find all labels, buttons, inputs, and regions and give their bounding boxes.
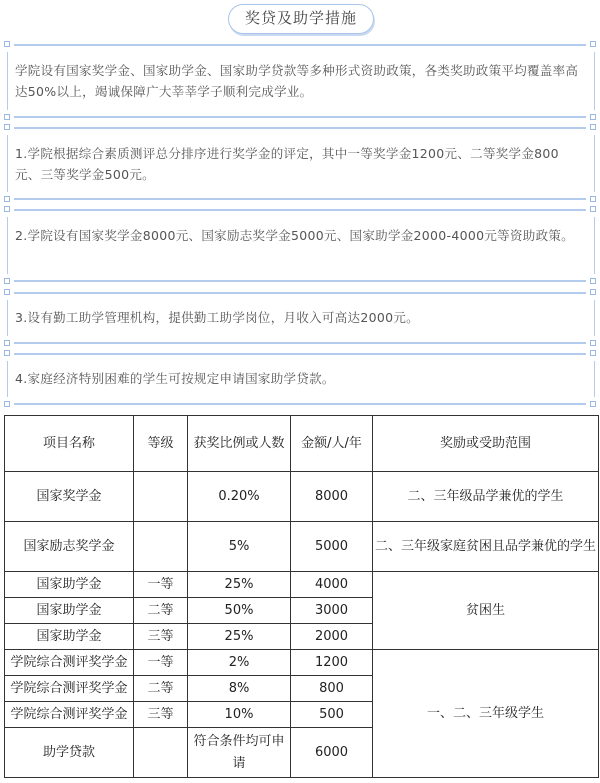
divider xyxy=(7,135,8,192)
header-cell: 等级 xyxy=(134,416,188,472)
corner-handle-icon xyxy=(590,206,596,212)
name-cell: 学院综合测评奖学金 xyxy=(5,676,134,702)
name-cell: 国家助学金 xyxy=(5,572,134,598)
amount-cell: 500 xyxy=(291,702,373,728)
ratio-cell: 10% xyxy=(188,702,291,728)
policy-text: 3.设有勤工助学管理机构，提供勤工助学岗位，月收入可高达2000元。 xyxy=(15,310,419,325)
policy-text: 学院设有国家奖学金、国家助学金、国家助学贷款等多种形式资助政策，各类奖助政策平均覆盖率高达50%以上，竭诚保障广大莘莘学子顺利完成学业。 xyxy=(15,63,579,99)
policy-box xyxy=(4,353,596,405)
divider xyxy=(14,403,586,405)
amount-cell: 800 xyxy=(291,676,373,702)
level-cell xyxy=(134,472,188,522)
ratio-cell: 符合条件均可申请 xyxy=(188,728,291,778)
amount-cell: 1200 xyxy=(291,650,373,676)
ratio-cell: 50% xyxy=(188,598,291,624)
divider xyxy=(14,116,586,118)
level-cell xyxy=(134,522,188,572)
divider xyxy=(14,198,586,200)
ratio-cell: 0.20% xyxy=(188,472,291,522)
section-title: 奖贷及助学措施 xyxy=(228,4,374,34)
divider xyxy=(7,361,8,397)
divider xyxy=(14,44,586,46)
policy-box xyxy=(4,44,596,118)
level-cell xyxy=(134,728,188,778)
divider xyxy=(14,353,586,355)
table-row xyxy=(5,572,599,598)
corner-handle-icon xyxy=(4,340,10,346)
amount-cell: 4000 xyxy=(291,572,373,598)
amount-cell: 2000 xyxy=(291,624,373,650)
corner-handle-icon xyxy=(4,41,10,47)
divider xyxy=(14,292,586,294)
amount-cell: 5000 xyxy=(291,522,373,572)
name-cell: 国家励志奖学金 xyxy=(5,522,134,572)
divider xyxy=(14,209,586,211)
corner-handle-icon xyxy=(4,124,10,130)
scope-cell: 一、二、三年级学生 xyxy=(373,650,599,778)
table-row xyxy=(5,472,599,522)
level-cell: 一等 xyxy=(134,650,188,676)
table-row xyxy=(5,522,599,572)
level-cell: 二等 xyxy=(134,676,188,702)
header-cell: 获奖比例或人数 xyxy=(188,416,291,472)
ratio-cell: 25% xyxy=(188,572,291,598)
policy-box xyxy=(4,209,596,282)
amount-cell: 8000 xyxy=(291,472,373,522)
level-cell: 三等 xyxy=(134,624,188,650)
table-header-row xyxy=(5,416,599,472)
scope-cell: 贫困生 xyxy=(373,572,599,650)
name-cell: 助学贷款 xyxy=(5,728,134,778)
divider xyxy=(14,127,586,129)
scope-cell: 二、三年级品学兼优的学生 xyxy=(373,472,599,522)
corner-handle-icon xyxy=(590,124,596,130)
corner-handle-icon xyxy=(590,340,596,346)
corner-handle-icon xyxy=(590,196,596,202)
policy-text: 2.学院设有国家奖学金8000元、国家励志奖学金5000元、国家助学金2000-4000元等资助政策。 xyxy=(15,228,574,243)
amount-cell: 3000 xyxy=(291,598,373,624)
corner-handle-icon xyxy=(4,289,10,295)
corner-handle-icon xyxy=(4,350,10,356)
corner-handle-icon xyxy=(590,401,596,407)
ratio-cell: 5% xyxy=(188,522,291,572)
amount-cell: 6000 xyxy=(291,728,373,778)
policy-box xyxy=(4,127,596,200)
divider xyxy=(14,280,586,282)
policy-text: 4.家庭经济特别困难的学生可按规定申请国家助学贷款。 xyxy=(15,371,335,386)
divider xyxy=(594,217,595,274)
header-cell: 项目名称 xyxy=(5,416,134,472)
divider xyxy=(14,342,586,344)
divider xyxy=(7,300,8,336)
level-cell: 三等 xyxy=(134,702,188,728)
ratio-cell: 25% xyxy=(188,624,291,650)
level-cell: 一等 xyxy=(134,572,188,598)
divider xyxy=(594,361,595,397)
divider xyxy=(594,300,595,336)
corner-handle-icon xyxy=(590,289,596,295)
corner-handle-icon xyxy=(590,350,596,356)
corner-handle-icon xyxy=(4,114,10,120)
corner-handle-icon xyxy=(4,401,10,407)
scope-cell: 二、三年级家庭贫困且品学兼优的学生 xyxy=(373,522,599,572)
name-cell: 学院综合测评奖学金 xyxy=(5,650,134,676)
corner-handle-icon xyxy=(590,41,596,47)
divider xyxy=(594,52,595,110)
corner-handle-icon xyxy=(590,278,596,284)
name-cell: 国家助学金 xyxy=(5,598,134,624)
divider xyxy=(7,217,8,274)
ratio-cell: 2% xyxy=(188,650,291,676)
corner-handle-icon xyxy=(590,114,596,120)
scholarship-table xyxy=(4,415,599,778)
policy-text: 1.学院根据综合素质测评总分排序进行奖学金的评定，其中一等奖学金1200元、二等奖学金800元、三等奖学金500元。 xyxy=(15,146,559,182)
header-cell: 奖励或受助范围 xyxy=(373,416,599,472)
name-cell: 国家奖学金 xyxy=(5,472,134,522)
divider xyxy=(7,52,8,110)
ratio-cell: 8% xyxy=(188,676,291,702)
table-row xyxy=(5,650,599,676)
level-cell: 二等 xyxy=(134,598,188,624)
policy-box xyxy=(4,292,596,344)
corner-handle-icon xyxy=(4,196,10,202)
header-cell: 金额/人/年 xyxy=(291,416,373,472)
divider xyxy=(594,135,595,192)
corner-handle-icon xyxy=(4,206,10,212)
corner-handle-icon xyxy=(4,278,10,284)
name-cell: 国家助学金 xyxy=(5,624,134,650)
name-cell: 学院综合测评奖学金 xyxy=(5,702,134,728)
